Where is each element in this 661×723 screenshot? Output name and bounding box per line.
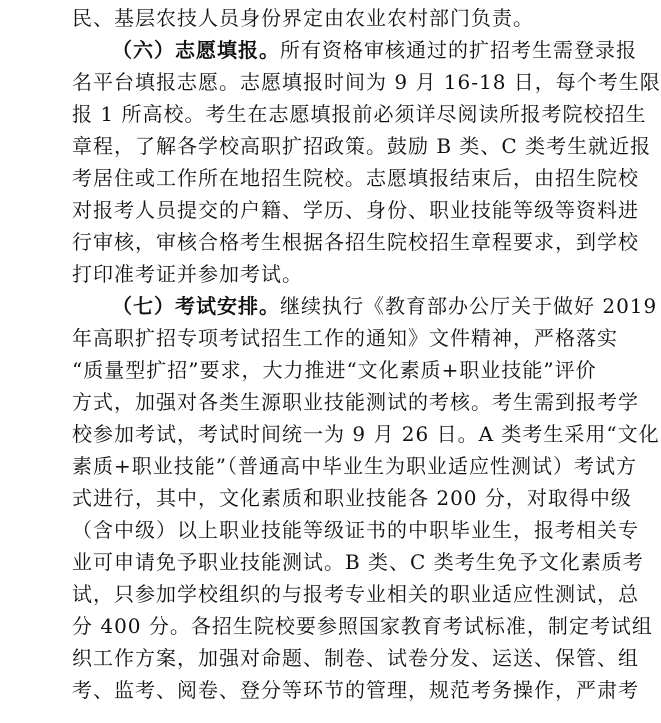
line-text: 分 400 分。各招生院校要参照国家教育考试标准，制定考试组 bbox=[72, 614, 653, 638]
text-line bbox=[72, 578, 639, 610]
text-line bbox=[72, 450, 637, 482]
line-text: 织工作方案，加强对命题、制卷、试卷分发、运送、保管、组 bbox=[72, 646, 639, 670]
text-line bbox=[72, 546, 644, 578]
section-heading-line bbox=[112, 34, 637, 66]
line-text: 考、监考、阅卷、登分等环节的管理，规范考务操作，严肃考 bbox=[72, 678, 639, 702]
text-line bbox=[72, 194, 639, 226]
text-line bbox=[72, 674, 639, 706]
text-line bbox=[72, 418, 660, 450]
line-text: 对报考人员提交的户籍、学历、身份、职业技能等级等资料进 bbox=[72, 198, 639, 222]
line-text: 考居住或工作所在地招生院校。志愿填报结束后，由招生院校 bbox=[72, 166, 639, 190]
line-text: 所有资格审核通过的扩招考生需登录报 bbox=[280, 38, 637, 62]
text-line bbox=[72, 322, 618, 354]
line-text: 继续执行《教育部办公厅关于做好 2019 bbox=[280, 294, 658, 318]
line-text: （含中级）以上职业技能等级证书的中职毕业生，报考相关专 bbox=[72, 518, 639, 542]
line-text: 素质+职业技能”（普通高中毕业生为职业适应性测试）考试方 bbox=[72, 454, 637, 478]
section-heading-line bbox=[112, 290, 658, 322]
line-text: 打印准考证并参加考试。 bbox=[72, 262, 303, 286]
line-text: 式进行，其中，文化素质和职业技能各 200 分，对取得中级 bbox=[72, 486, 632, 510]
line-text: “质量型扩招”要求，大力推进“文化素质+职业技能”评价 bbox=[72, 358, 597, 382]
line-text: 名平台填报志愿。志愿填报时间为 9 月 16-18 日，每个考生限 bbox=[72, 70, 661, 94]
line-text: 报 1 所高校。考生在志愿填报前必须详尽阅读所报考院校招生 bbox=[72, 102, 647, 126]
text-line bbox=[72, 98, 647, 130]
line-text: 年高职扩招专项考试招生工作的通知》文件精神，严格落实 bbox=[72, 326, 618, 350]
text-line bbox=[72, 642, 639, 674]
line-text: 行审核，审核合格考生根据各招生院校招生章程要求，到学校 bbox=[72, 230, 639, 254]
text-line bbox=[72, 610, 653, 642]
text-line bbox=[72, 354, 597, 386]
line-text: 试，只参加学校组织的与报考专业相关的职业适应性测试，总 bbox=[72, 582, 639, 606]
text-line bbox=[72, 66, 661, 98]
section-heading: （七）考试安排。 bbox=[112, 294, 280, 318]
text-line bbox=[72, 482, 632, 514]
text-line bbox=[72, 130, 652, 162]
line-text: 业可申请免予职业技能测试。B 类、C 类考生免予文化素质考 bbox=[72, 550, 644, 574]
text-line bbox=[72, 2, 552, 34]
line-text: 方式，加强对各类生源职业技能测试的考核。考生需到报考学 bbox=[72, 390, 639, 414]
line-text: 民、基层农技人员身份界定由农业农村部门负责。 bbox=[72, 6, 534, 30]
text-line bbox=[72, 386, 639, 418]
section-heading: （六）志愿填报。 bbox=[112, 38, 280, 62]
text-line bbox=[72, 162, 639, 194]
text-line bbox=[72, 514, 639, 546]
text-line bbox=[72, 226, 639, 258]
line-text: 章程，了解各学校高职扩招政策。鼓励 B 类、C 类考生就近报 bbox=[72, 134, 652, 158]
text-line bbox=[72, 258, 552, 290]
line-text: 校参加考试，考试时间统一为 9 月 26 日。A 类考生采用“文化 bbox=[72, 422, 660, 446]
